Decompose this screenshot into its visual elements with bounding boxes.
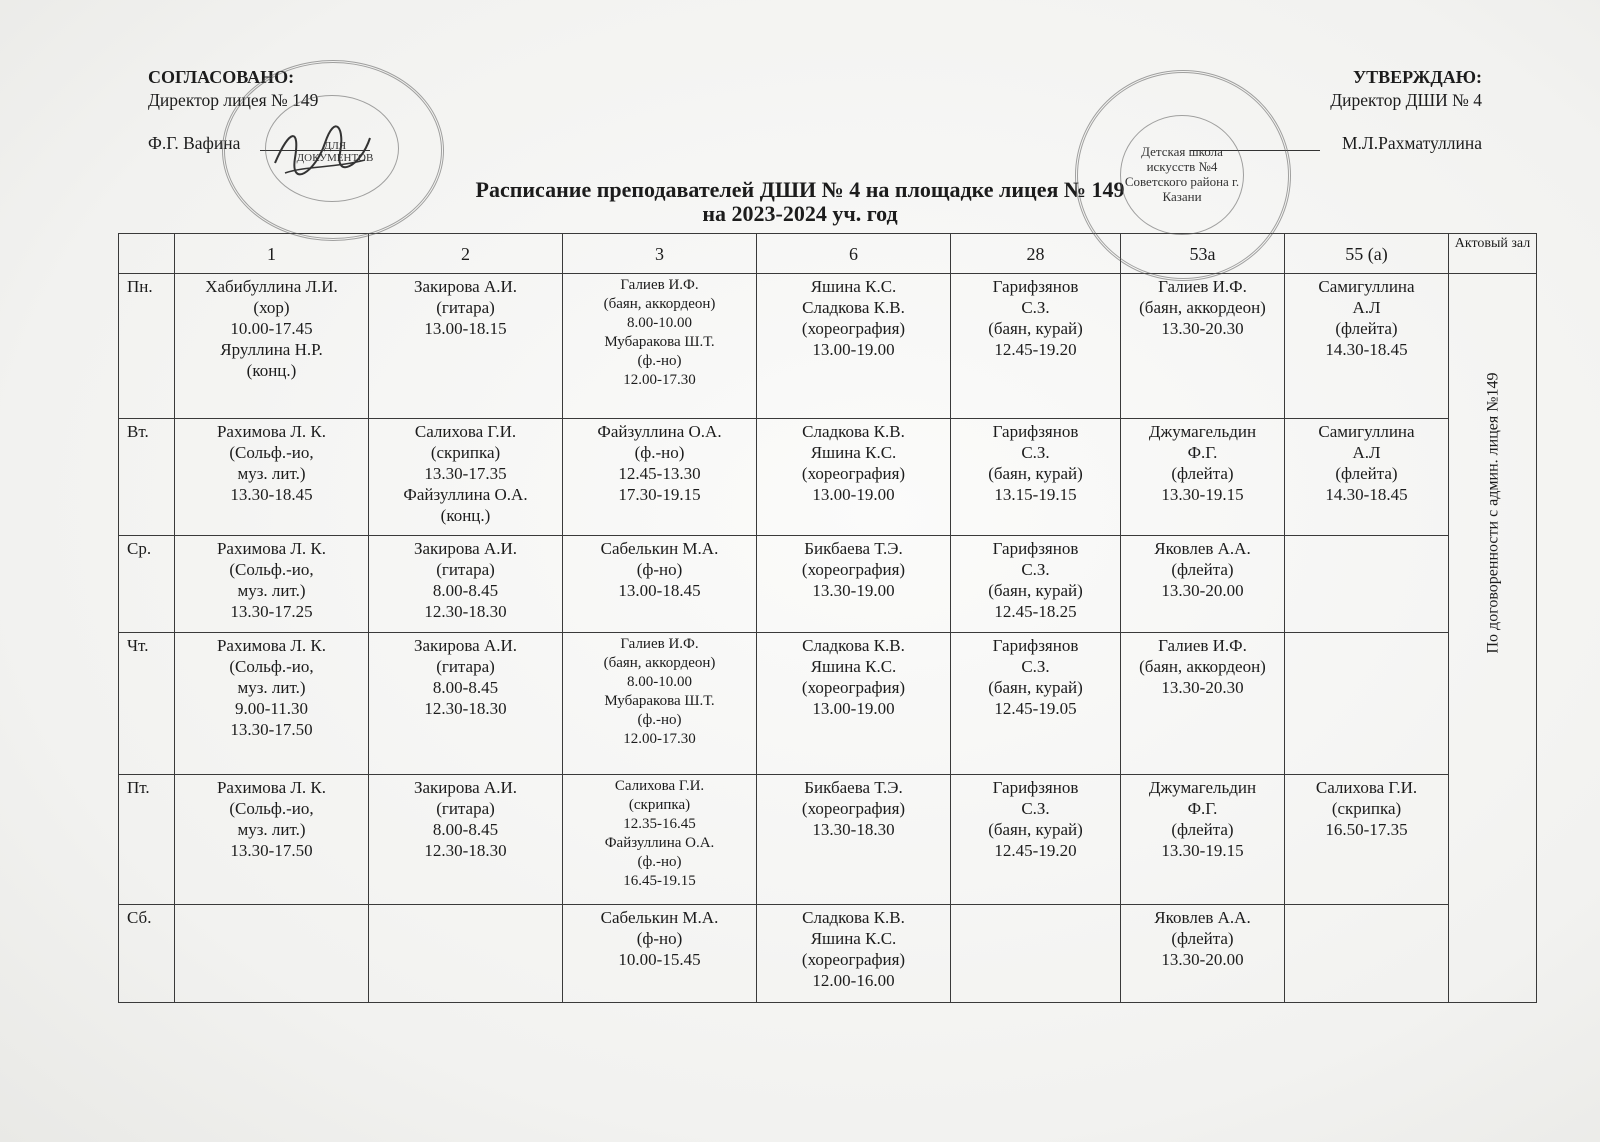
cell-line: Яшина К.С.: [810, 657, 897, 676]
cell-line: 9.00-11.30: [234, 699, 309, 718]
cell-line: (Сольф.-ио,: [229, 560, 314, 579]
cell-line: (баян, аккордеон): [603, 655, 716, 671]
cell-line: С.З.: [1021, 560, 1050, 579]
cell-line: Яшина К.С.: [810, 277, 897, 296]
schedule-cell: [1285, 419, 1449, 536]
table-row: [119, 775, 1537, 905]
column-header: 28: [951, 234, 1121, 274]
cell-line: 12.00-17.30: [623, 372, 696, 388]
cell-line: 13.30-18.45: [230, 485, 313, 504]
column-header: 55 (а): [1285, 234, 1449, 274]
schedule-cell: [563, 536, 757, 633]
cell-line: (ф.-но): [637, 353, 682, 369]
cell-line: 14.30-18.45: [1325, 485, 1408, 504]
approval-name-right: М.Л.Рахматуллина: [1341, 133, 1482, 153]
cell-line: Гарифзянов: [992, 422, 1079, 441]
cell-line: (скрипка): [628, 797, 691, 813]
schedule-cell: [1285, 905, 1449, 1003]
cell-line: 13.00-19.00: [812, 485, 895, 504]
cell-line: 13.30-19.00: [812, 581, 895, 600]
table-row: [119, 419, 1537, 536]
table-row: [119, 905, 1537, 1003]
cell-line: (хореография): [801, 464, 906, 483]
cell-line: (ф-но): [636, 560, 683, 579]
cell-line: Файзуллина О.А.: [403, 485, 528, 504]
cell-line: Салихова Г.И.: [414, 422, 517, 441]
cell-line: С.З.: [1021, 298, 1050, 317]
cell-line: (конц.): [246, 361, 297, 380]
cell-line: Салихова Г.И.: [614, 778, 705, 794]
cell-line: Яковлев А.А.: [1154, 908, 1251, 927]
cell-line: С.З.: [1021, 443, 1050, 462]
stamp-left-text: ДЛЯ ДОКУМЕНТОВ: [296, 140, 374, 164]
schedule-cell: [175, 274, 369, 419]
schedule-cell: [563, 775, 757, 905]
cell-line: Сабелькин М.А.: [600, 539, 719, 558]
cell-line: 8.00-10.00: [627, 674, 692, 690]
cell-line: 12.30-18.30: [424, 602, 507, 621]
schedule-cell: [175, 536, 369, 633]
column-header: 6: [757, 234, 951, 274]
cell-line: Закирова А.И.: [413, 539, 518, 558]
cell-line: Яруллина Н.Р.: [220, 340, 323, 359]
cell-line: (флейта): [1335, 319, 1398, 338]
day-cell: Ср.: [119, 536, 175, 633]
cell-line: Мубаракова Ш.Т.: [604, 334, 715, 350]
cell-line: (хор): [253, 298, 290, 317]
cell-line: (Сольф.-ио,: [229, 443, 314, 462]
cell-line: Бикбаева Т.Э.: [804, 539, 903, 558]
cell-line: Гарифзянов: [992, 539, 1079, 558]
cell-line: Рахимова Л. К.: [216, 539, 327, 558]
table-row: [119, 274, 1537, 419]
approval-block-right: [1330, 66, 1482, 112]
cell-line: 13.30-20.00: [1161, 581, 1244, 600]
schedule-cell: [563, 274, 757, 419]
schedule-table: [118, 233, 1537, 1003]
schedule-cell: [757, 419, 951, 536]
cell-line: 17.30-19.15: [618, 485, 701, 504]
cell-line: Ф.Г.: [1187, 799, 1218, 818]
column-header: 3: [563, 234, 757, 274]
cell-line: 13.15-19.15: [994, 485, 1077, 504]
cell-line: (флейта): [1171, 820, 1234, 839]
cell-line: (Сольф.-ио,: [229, 657, 314, 676]
column-header: 1: [175, 234, 369, 274]
assembly-hall-cell: [1449, 274, 1537, 1003]
cell-line: Сладкова К.В.: [802, 636, 905, 655]
approve-title: УТВЕРЖДАЮ:: [1352, 67, 1482, 87]
cell-line: Галиев И.Ф.: [1158, 636, 1247, 655]
schedule-cell: [369, 633, 563, 775]
cell-line: 8.00-8.45: [432, 581, 499, 600]
schedule-cell: [757, 775, 951, 905]
cell-line: (хореография): [801, 950, 906, 969]
cell-line: Гарифзянов: [992, 277, 1079, 296]
cell-line: (ф.-но): [634, 443, 685, 462]
cell-line: 13.30-20.30: [1161, 319, 1244, 338]
cell-line: 16.45-19.15: [623, 873, 696, 889]
column-header: Актовый зал: [1449, 234, 1537, 274]
cell-line: Гарифзянов: [992, 636, 1079, 655]
cell-line: 12.45-13.30: [618, 464, 701, 483]
cell-line: Яковлев А.А.: [1154, 539, 1251, 558]
cell-line: (гитара): [436, 298, 495, 317]
cell-line: 13.30-20.00: [1161, 950, 1244, 969]
cell-line: 13.30-17.50: [230, 720, 313, 739]
cell-line: 12.00-17.30: [623, 731, 696, 747]
cell-line: 13.00-19.00: [812, 699, 895, 718]
cell-line: 12.45-18.25: [994, 602, 1077, 621]
cell-line: 12.30-18.30: [424, 699, 507, 718]
schedule-cell: [1285, 536, 1449, 633]
cell-line: (баян, курай): [988, 464, 1083, 483]
cell-line: (скрипка): [1331, 799, 1402, 818]
cell-line: Сладкова К.В.: [802, 298, 905, 317]
cell-line: 13.30-19.15: [1161, 841, 1244, 860]
cell-line: 13.00-18.45: [618, 581, 701, 600]
cell-line: (хореография): [801, 678, 906, 697]
cell-line: 12.35-16.45: [623, 816, 696, 832]
cell-line: А.Л: [1352, 298, 1381, 317]
schedule-cell: [757, 536, 951, 633]
cell-line: Файзуллина О.А.: [597, 422, 722, 441]
cell-line: муз. лит.): [237, 581, 306, 600]
title-line-2: на 2023-2024 уч. год: [702, 201, 898, 226]
approve-position: Директор ДШИ № 4: [1330, 90, 1482, 110]
cell-line: Хабибуллина Л.И.: [205, 277, 338, 296]
cell-line: (ф.-но): [637, 712, 682, 728]
cell-line: Яшина К.С.: [810, 929, 897, 948]
cell-line: Галиев И.Ф.: [620, 636, 699, 652]
cell-line: 16.50-17.35: [1325, 820, 1408, 839]
cell-line: (флейта): [1335, 464, 1398, 483]
schedule-cell: [1121, 905, 1285, 1003]
day-cell: Чт.: [119, 633, 175, 775]
schedule-cell: [1121, 274, 1285, 419]
schedule-cell: [757, 633, 951, 775]
cell-line: (хореография): [801, 560, 906, 579]
cell-line: Закирова А.И.: [413, 778, 518, 797]
cell-line: 12.45-19.20: [994, 340, 1077, 359]
cell-line: 13.30-19.15: [1161, 485, 1244, 504]
cell-line: Ф.Г.: [1187, 443, 1218, 462]
cell-line: 14.30-18.45: [1325, 340, 1408, 359]
cell-line: 13.30-18.30: [812, 820, 895, 839]
cell-line: (баян, аккордеон): [1139, 298, 1266, 317]
schedule-cell: [175, 419, 369, 536]
cell-line: С.З.: [1021, 799, 1050, 818]
cell-line: 13.00-18.15: [424, 319, 507, 338]
cell-line: Рахимова Л. К.: [216, 778, 327, 797]
approval-position: Директор лицея № 149: [148, 90, 319, 110]
approval-block-left: [148, 66, 318, 112]
cell-line: А.Л: [1352, 443, 1381, 462]
cell-line: (баян, курай): [988, 678, 1083, 697]
cell-line: Закирова А.И.: [413, 277, 518, 296]
cell-line: 12.30-18.30: [424, 841, 507, 860]
cell-line: муз. лит.): [237, 820, 306, 839]
schedule-cell: [175, 633, 369, 775]
cell-line: муз. лит.): [237, 464, 306, 483]
cell-line: Яшина К.С.: [810, 443, 897, 462]
cell-line: (хореография): [801, 319, 906, 338]
schedule-cell: [563, 633, 757, 775]
cell-line: Файзуллина О.А.: [604, 835, 715, 851]
cell-line: Джумагельдин: [1148, 778, 1257, 797]
cell-line: (гитара): [436, 657, 495, 676]
schedule-cell: [757, 905, 951, 1003]
schedule-cell: [369, 536, 563, 633]
cell-line: (ф.-но): [637, 854, 682, 870]
cell-line: Бикбаева Т.Э.: [804, 778, 903, 797]
cell-line: (гитара): [436, 799, 495, 818]
cell-line: 8.00-10.00: [627, 315, 692, 331]
day-cell: Сб.: [119, 905, 175, 1003]
title-line-1: Расписание преподавателей ДШИ № 4 на площадке лицея № 149: [475, 177, 1125, 202]
day-cell: Вт.: [119, 419, 175, 536]
cell-line: 13.30-17.25: [230, 602, 313, 621]
schedule-cell: [1121, 775, 1285, 905]
header-row: [119, 234, 1537, 274]
schedule-cell: [951, 419, 1121, 536]
schedule-cell: [369, 419, 563, 536]
schedule-cell: [563, 905, 757, 1003]
cell-line: (баян, курай): [988, 581, 1083, 600]
day-cell: Пт.: [119, 775, 175, 905]
cell-line: (флейта): [1171, 464, 1234, 483]
cell-line: Самигуллина: [1318, 422, 1415, 441]
cell-line: 12.45-19.05: [994, 699, 1077, 718]
column-header: 2: [369, 234, 563, 274]
cell-line: (скрипка): [430, 443, 501, 462]
cell-line: 13.00-19.00: [812, 340, 895, 359]
cell-line: 8.00-8.45: [432, 820, 499, 839]
day-cell: Пн.: [119, 274, 175, 419]
cell-line: 12.45-19.20: [994, 841, 1077, 860]
cell-line: (флейта): [1171, 560, 1234, 579]
cell-line: Сладкова К.В.: [802, 908, 905, 927]
schedule-cell: [757, 274, 951, 419]
cell-line: 12.00-16.00: [812, 971, 895, 990]
cell-line: Гарифзянов: [992, 778, 1079, 797]
schedule-cell: [563, 419, 757, 536]
cell-line: 10.00-17.45: [230, 319, 313, 338]
cell-line: (баян, аккордеон): [603, 296, 716, 312]
cell-line: (ф-но): [636, 929, 683, 948]
schedule-cell: [1285, 274, 1449, 419]
schedule-cell: [369, 274, 563, 419]
schedule-cell: [951, 633, 1121, 775]
cell-line: (флейта): [1171, 929, 1234, 948]
schedule-cell: [1285, 775, 1449, 905]
cell-line: Рахимова Л. К.: [216, 636, 327, 655]
document-title: [0, 178, 1600, 226]
cell-line: (хореография): [801, 799, 906, 818]
cell-line: (баян, курай): [988, 319, 1083, 338]
schedule-cell: [1121, 633, 1285, 775]
table-row: [119, 633, 1537, 775]
cell-line: Рахимова Л. К.: [216, 422, 327, 441]
cell-line: (конц.): [440, 506, 491, 525]
cell-line: С.З.: [1021, 657, 1050, 676]
approval-title: СОГЛАСОВАНО:: [148, 67, 295, 87]
cell-line: (гитара): [436, 560, 495, 579]
cell-line: (баян, аккордеон): [1139, 657, 1266, 676]
cell-line: Галиев И.Ф.: [620, 277, 699, 293]
table-row: [119, 536, 1537, 633]
schedule-cell: [175, 905, 369, 1003]
schedule-cell: [951, 775, 1121, 905]
cell-line: Самигуллина: [1318, 277, 1415, 296]
schedule-cell: [369, 905, 563, 1003]
cell-line: Закирова А.И.: [413, 636, 518, 655]
cell-line: 8.00-8.45: [432, 678, 499, 697]
cell-line: Джумагельдин: [1148, 422, 1257, 441]
cell-line: Салихова Г.И.: [1315, 778, 1418, 797]
schedule-cell: [369, 775, 563, 905]
cell-line: 10.00-15.45: [618, 950, 701, 969]
cell-line: Галиев И.Ф.: [1158, 277, 1247, 296]
column-header: [119, 234, 175, 274]
stamp-right-text: Детская школа искусств №4 Советского района г. Казани: [1124, 144, 1240, 204]
schedule-cell: [951, 536, 1121, 633]
schedule-cell: [175, 775, 369, 905]
schedule-cell: [1121, 536, 1285, 633]
cell-line: муз. лит.): [237, 678, 306, 697]
schedule-cell: [1285, 633, 1449, 775]
cell-line: 13.30-17.35: [424, 464, 507, 483]
schedule-cell: [1121, 419, 1285, 536]
cell-line: Сабелькин М.А.: [600, 908, 719, 927]
schedule-cell: [951, 905, 1121, 1003]
cell-line: Мубаракова Ш.Т.: [604, 693, 715, 709]
column-header: 53а: [1121, 234, 1285, 274]
assembly-hall-note: По договоренности с админ. лицея №149: [1484, 371, 1501, 653]
cell-line: (баян, курай): [988, 820, 1083, 839]
approval-name-left: Ф.Г. Вафина: [148, 133, 241, 153]
cell-line: 13.30-17.50: [230, 841, 313, 860]
cell-line: Сладкова К.В.: [802, 422, 905, 441]
schedule-cell: [951, 274, 1121, 419]
cell-line: 13.30-20.30: [1161, 678, 1244, 697]
cell-line: (Сольф.-ио,: [229, 799, 314, 818]
